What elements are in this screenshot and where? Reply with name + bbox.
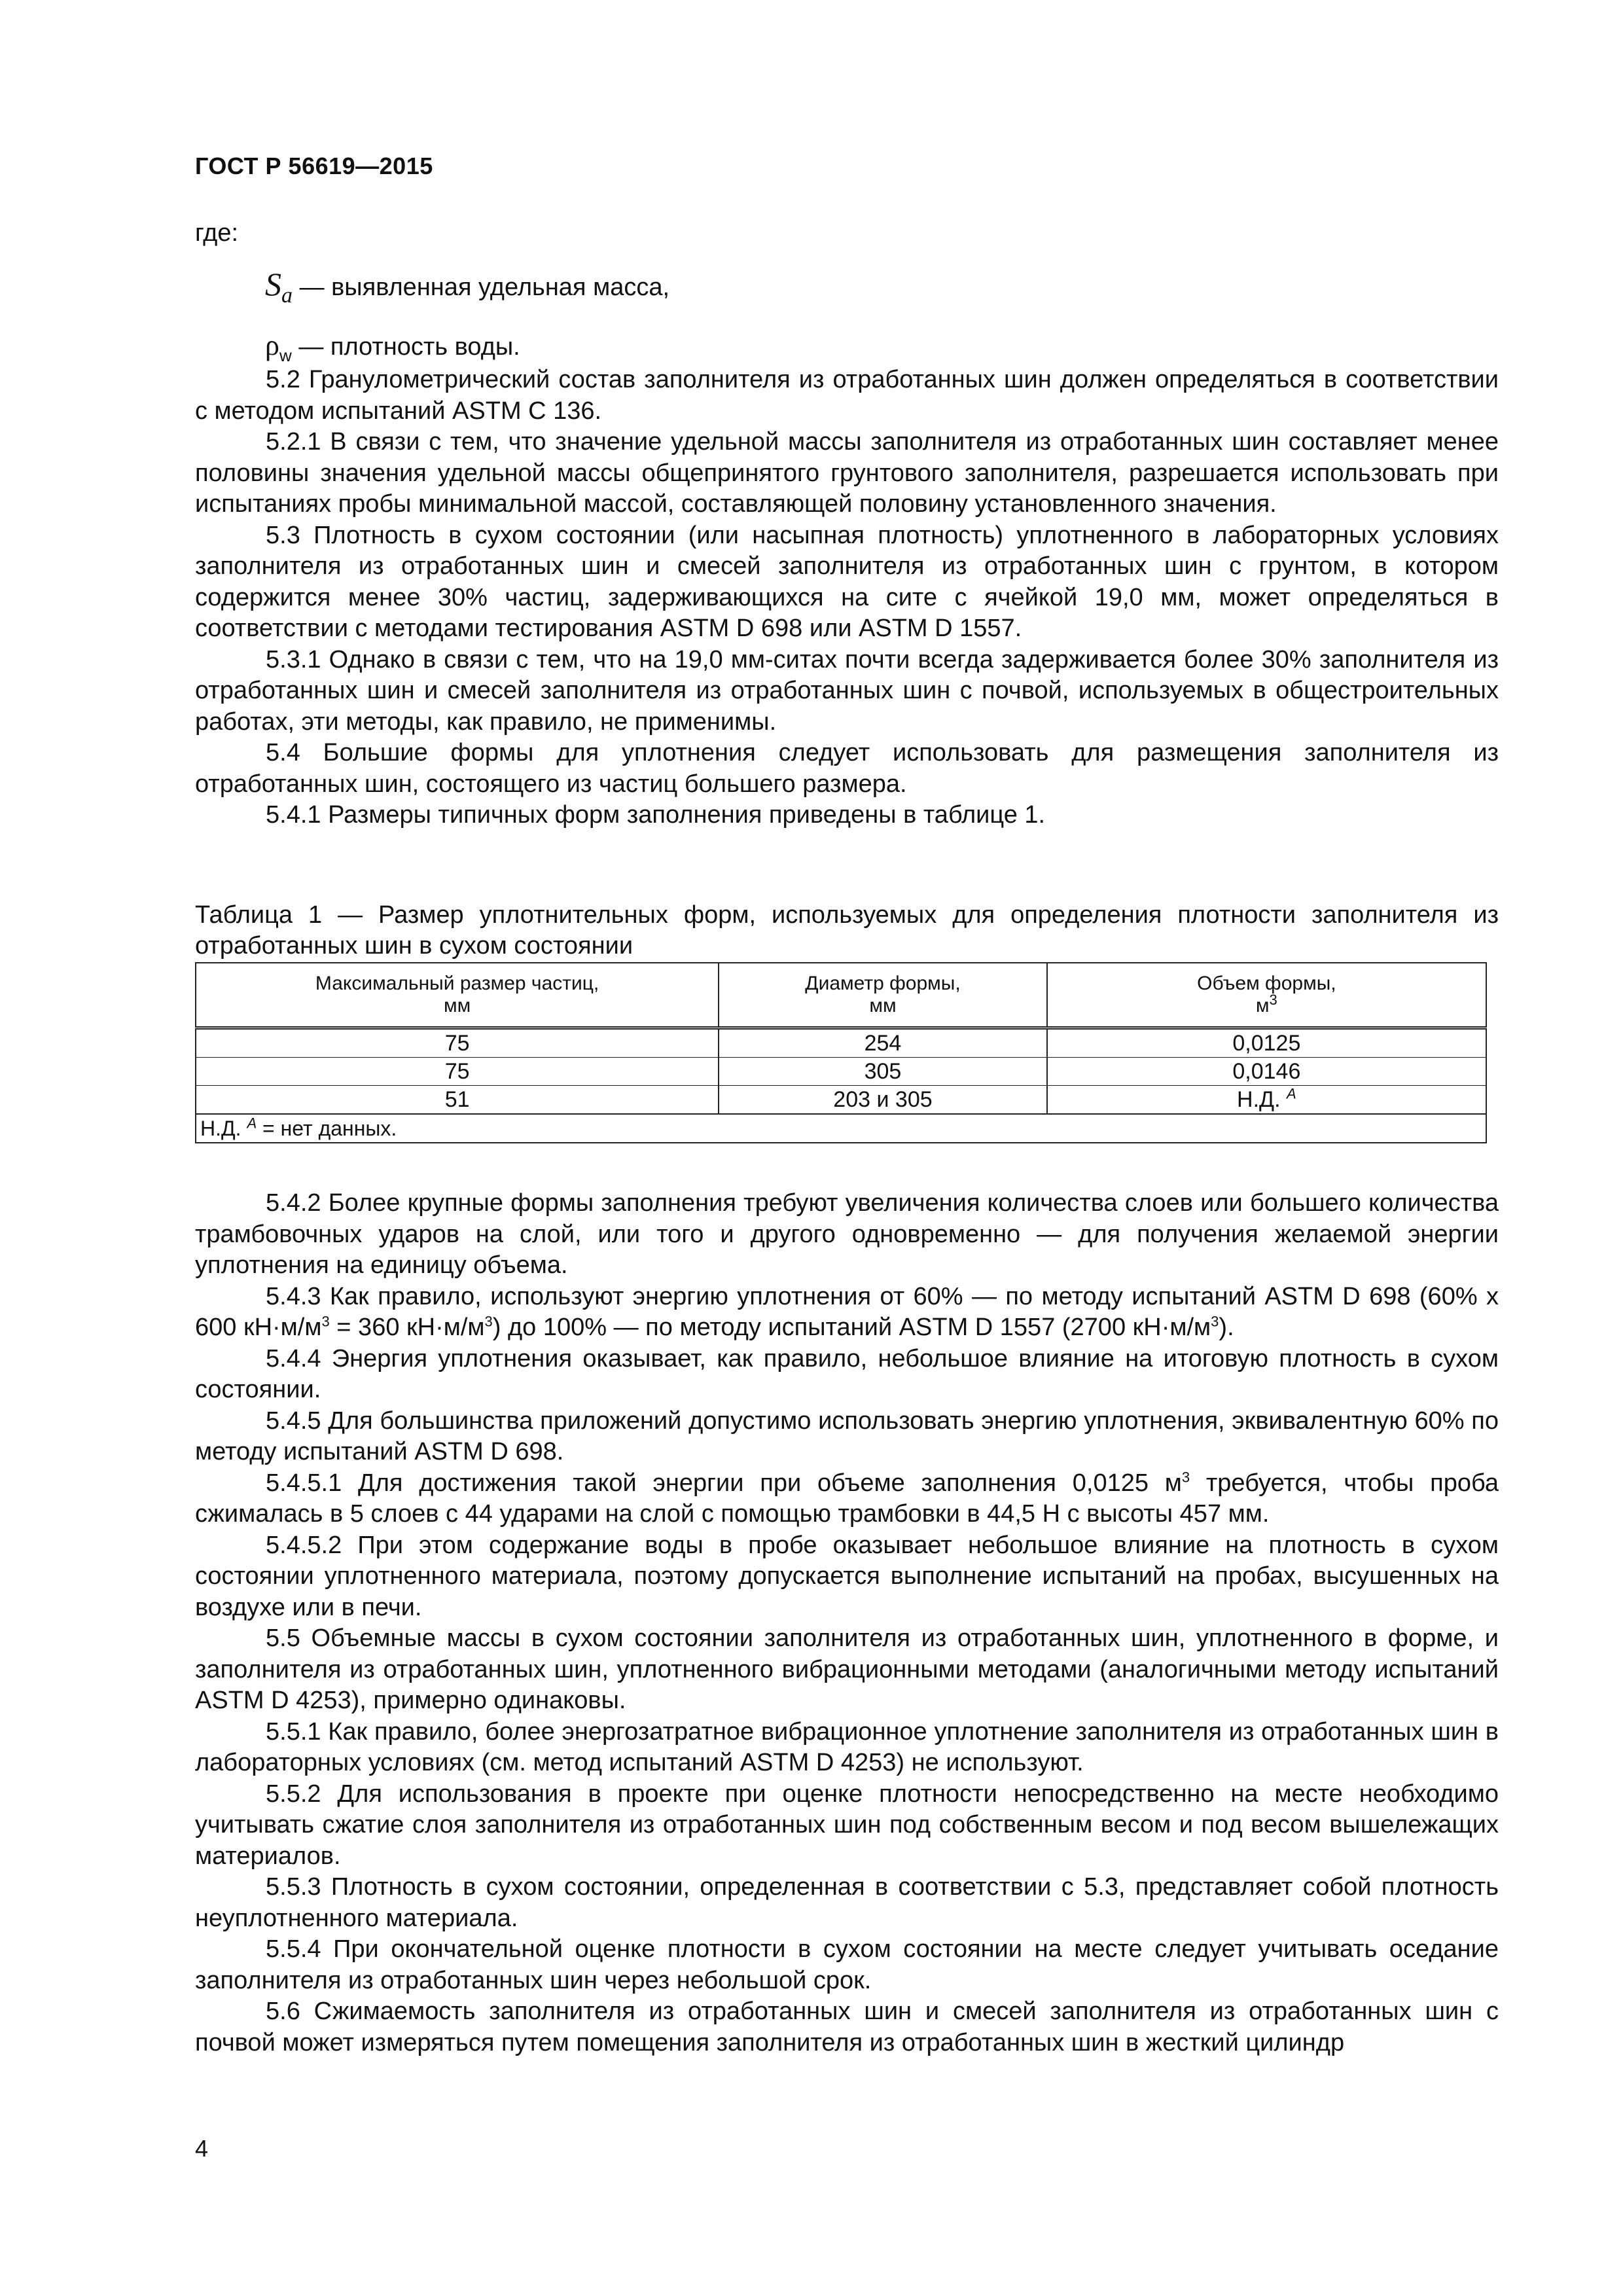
page-number: 4	[195, 2135, 209, 2162]
paragraph-5-3: 5.3 Плотность в сухом состоянии (или насыпная плотность) уплотненного в лабораторных условиях заполнителя из отработанных шин и смесей заполнителя из отработанных шин с грунтом, в котором содержится менее 30% частиц, задерживающихся на сите с ячейкой 19,0 мм, может определяться в соответствии с методами тестирования ASTM D 698 или ASTM D 1557.	[195, 521, 1499, 642]
paragraph-5-3-1: 5.3.1 Однако в связи с тем, что на 19,0 мм-ситах почти всегда задерживается более 30% заполнителя из отработанных шин и смесей заполнителя из отработанных шин с почвой, используемых в общестроительных работах, эти методы, как правило, не применимы.	[195, 645, 1499, 736]
paragraph-5-5: 5.5 Объемные массы в сухом состоянии заполнителя из отработанных шин, уплотненного в форме, и заполнителя из отработанных шин, уплотненного вибрационными методами (аналогичными методу испытаний ASTM D 4253), примерно одинаковы.	[195, 1624, 1499, 1714]
body-text-lower	[195, 1188, 1499, 2058]
table-row	[196, 1058, 1486, 1086]
cell-volume: 0,0125	[1047, 1028, 1486, 1058]
table-row	[196, 1028, 1486, 1058]
table-footnote: Н.Д. $^A$ = нет данных.	[196, 1114, 1486, 1143]
cell-diameter: 305	[719, 1058, 1047, 1086]
where-label: где:	[195, 219, 239, 247]
cell-volume: 0,0146	[1047, 1058, 1486, 1086]
cell-diameter: 254	[719, 1028, 1047, 1058]
paragraph-5-4-5: 5.4.5 Для большинства приложений допустимо использовать энергию уплотнения, эквивалентную 60% по методу испытаний ASTM D 698.	[195, 1407, 1499, 1465]
paragraph-5-4: 5.4 Большие формы для уплотнения следует использовать для размещения заполнителя из отработанных шин, состоящего из частиц большего размера.	[195, 739, 1499, 798]
table-note-row	[196, 1114, 1486, 1143]
definition-text: — выявленная удельная масса,	[299, 274, 670, 301]
paragraph-5-5-1: 5.5.1 Как правило, более энергозатратное вибрационное уплотнение заполнителя из отработанных шин в лабораторных условиях (см. метод испытаний ASTM D 4253) не используют.	[195, 1717, 1499, 1776]
cell-diameter: 203 и 305	[719, 1086, 1047, 1115]
paragraph-5-4-5-2: 5.4.5.2 При этом содержание воды в пробе оказывает небольшое влияние на плотность в сухом состоянии уплотненного материала, поэтому допускается выполнение испытаний на пробах, высушенных на воздухе или в печи.	[195, 1531, 1499, 1621]
paragraph-5-4-1: 5.4.1 Размеры типичных форм заполнения приведены в таблице 1.	[266, 801, 1046, 829]
paragraph-5-4-2: 5.4.2 Более крупные формы заполнения требуют увеличения количества слоев или большего количества трамбовочных ударов на слой, или того и другого одновременно — для получения желаемой энергии уплотнения на единицу объема.	[195, 1189, 1499, 1279]
paragraph-5-4-3: 5.4.3 Как правило, используют энергию уплотнения от 60% — по методу испытаний ASTM D 698 (60% х 600 $кН\cdot м/м^3 = 360$ $кН\cdot м/м^3$) до 100% — по методу испытаний ASTM D 1557 (2700 $кН\cdot м/м^3$).	[195, 1282, 1499, 1341]
definition-rho-w	[265, 329, 520, 366]
document-code-header: ГОСТ Р 56619—2015	[195, 152, 433, 179]
table-1	[195, 962, 1487, 1143]
header-mold-diameter: Диаметр формы, мм	[719, 963, 1047, 1028]
body-text-upper	[195, 365, 1499, 831]
cell-particle-size: 75	[196, 1058, 719, 1086]
paragraph-5-5-2: 5.5.2 Для использования в проекте при оценке плотности непосредственно на месте необходимо учитывать сжатие слоя заполнителя из отработанных шин под собственным весом и под весом вышележащих материалов.	[195, 1780, 1499, 1870]
paragraph-5-5-3: 5.5.3 Плотность в сухом состоянии, определенная в соответствии с 5.3, представляет собой плотность неуплотненного материала.	[195, 1873, 1499, 1932]
cell-particle-size: 75	[196, 1028, 719, 1058]
paragraph-5-4-4: 5.4.4 Энергия уплотнения оказывает, как правило, небольшое влияние на итоговую плотность в сухом состоянии.	[195, 1344, 1499, 1403]
header-mold-volume: Объем формы, $м^3$	[1047, 963, 1486, 1028]
symbol-s: $S_a$	[265, 266, 293, 308]
paragraph-5-2-1: 5.2.1 В связи с тем, что значение удельной массы заполнителя из отработанных шин составляет менее половины значения удельной массы общепринятого грунтового заполнителя, разрешается использовать при испытаниях пробы минимальной массой, составляющей половину установленного значения.	[195, 428, 1499, 518]
cell-volume: Н.Д. $^A$	[1047, 1086, 1486, 1115]
paragraph-5-6: 5.6 Сжимаемость заполнителя из отработанных шин и смесей заполнителя из отработанных шин с почвой может измеряться путем помещения заполнителя из отработанных шин в жесткий цилиндр	[195, 1998, 1499, 2056]
definition-sa	[265, 265, 669, 308]
paragraph-5-4-5-1: 5.4.5.1 Для достижения такой энергии при объеме заполнения 0,0125 $м^3$ требуется, чтобы проба сжималась в 5 слоев с 44 ударами на слой с помощью трамбовки в 44,5 Н с высоты 457 мм.	[195, 1468, 1499, 1528]
header-max-particle-size: Максимальный размер частиц, мм	[196, 963, 719, 1028]
symbol-rho: $\rho_w$	[265, 329, 292, 365]
table-header-row	[196, 963, 1486, 1028]
table-caption: Таблица 1 — Размер уплотнительных форм, используемых для определения плотности заполнителя из отработанных шин в сухом состоянии	[195, 901, 1499, 960]
table-row	[196, 1086, 1486, 1115]
paragraph-5-5-4: 5.5.4 При окончательной оценке плотности в сухом состоянии на месте следует учитывать оседание заполнителя из отработанных шин через небольшой срок.	[195, 1935, 1499, 1994]
cell-particle-size: 51	[196, 1086, 719, 1115]
paragraph-5-2: 5.2 Гранулометрический состав заполнителя из отработанных шин должен определяться в соответствии с методом испытаний ASTM C 136.	[195, 366, 1499, 425]
definition-text: — плотность воды.	[298, 333, 520, 361]
